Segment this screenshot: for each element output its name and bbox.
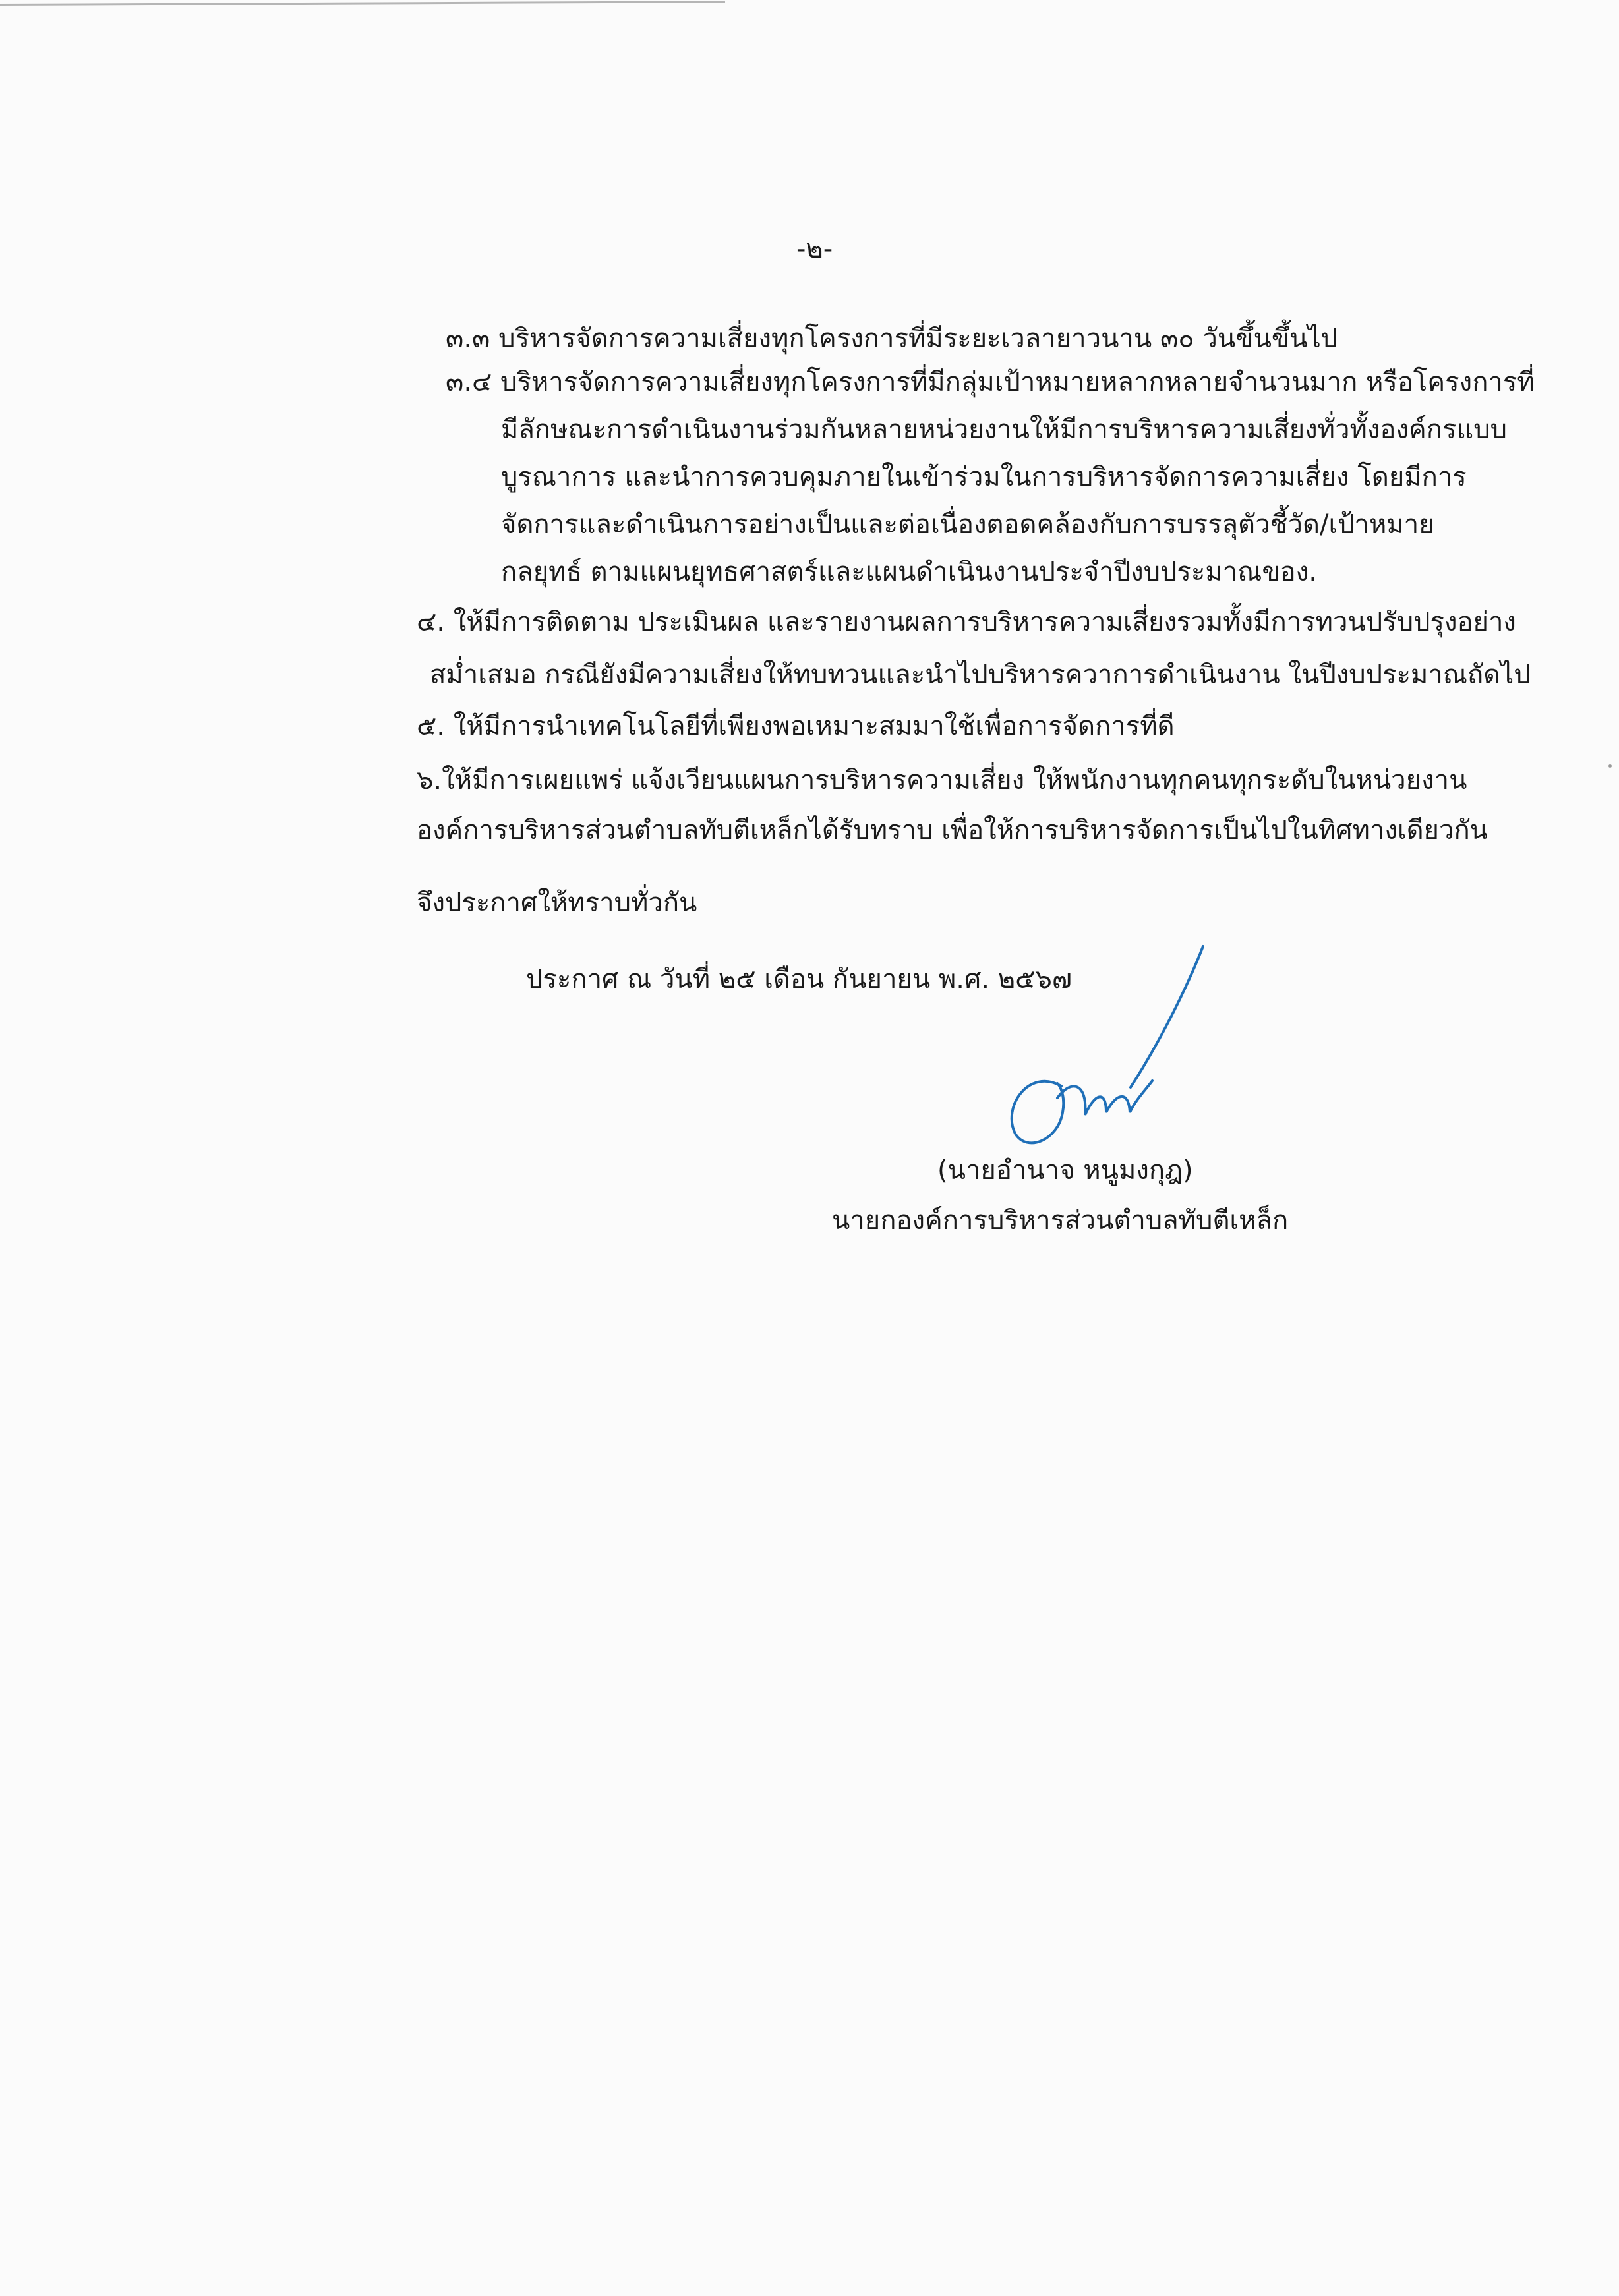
clause-3-4-continued: กลยุทธ์ ตามแผนยุทธศาสตร์และแผนดำเนินงานประจำปีงบประมาณของ. [501,557,1317,587]
clause-5: ๕. ให้มีการนำเทคโนโลยีที่เพียงพอเหมาะสมมาใช้เพื่อการจัดการที่ดี [417,711,1175,741]
clause-6: ๖.ให้มีการเผยแพร่ แจ้งเวียนแผนการบริหารความเสี่ยง ให้พนักงานทุกคนทุกระดับในหน่วยงาน [417,765,1467,795]
scan-speck [1608,764,1612,768]
page-number: -๒- [796,234,833,264]
clause-4: ๔. ให้มีการติดตาม ประเมินผล และรายงานผลการบริหารความเสี่ยงรวมทั้งมีการทวนปรับปรุงอย่าง [417,607,1516,637]
clause-3-4-continued: มีลักษณะการดำเนินงานร่วมกันหลายหน่วยงานให้มีการบริหารความเสี่ยงทั่วทั้งองค์กรแบบ [501,415,1507,445]
signatory-title: นายกองค์การบริหารส่วนตำบลทับตีเหล็ก [832,1205,1289,1236]
handwritten-signature [989,942,1226,1153]
clause-3-4-continued: จัดการและดำเนินการอย่างเป็นและต่อเนื่องตอดคล้องกับการบรรลุตัวชี้วัด/เป้าหมาย [501,509,1434,540]
clause-3-3: ๓.๓ บริหารจัดการความเสี่ยงทุกโครงการที่มีระยะเวลายาวนาน ๓๐ วันขึ้นขึ้นไป [446,324,1338,354]
scan-edge [0,0,725,6]
announcement-line: จึงประกาศให้ทราบทั่วกัน [417,888,697,918]
announcement-date: ประกาศ ณ วันที่ ๒๕ เดือน กันยายน พ.ศ. ๒๕๖๗ [526,964,1072,994]
signatory-name: (นายอำนาจ หนูมงกุฎ) [937,1155,1193,1186]
clause-6-continued: องค์การบริหารส่วนตำบลทับตีเหล็กได้รับทราบ เพื่อให้การบริหารจัดการเป็นไปในทิศทางเดียวกัน [417,815,1488,846]
clause-3-4-continued: บูรณาการ และนำการควบคุมภายในเข้าร่วมในการบริหารจัดการความเสี่ยง โดยมีการ [501,462,1467,492]
clause-3-4: ๓.๔ บริหารจัดการความเสี่ยงทุกโครงการที่มีกลุ่มเป้าหมายหลากหลายจำนวนมาก หรือโครงการที่ [446,367,1535,397]
clause-4-continued: สม่ำเสมอ กรณียังมีความเสี่ยงให้ทบทวนและนำไปบริหารควาการดำเนินงาน ในปีงบประมาณถัดไป [430,660,1531,690]
